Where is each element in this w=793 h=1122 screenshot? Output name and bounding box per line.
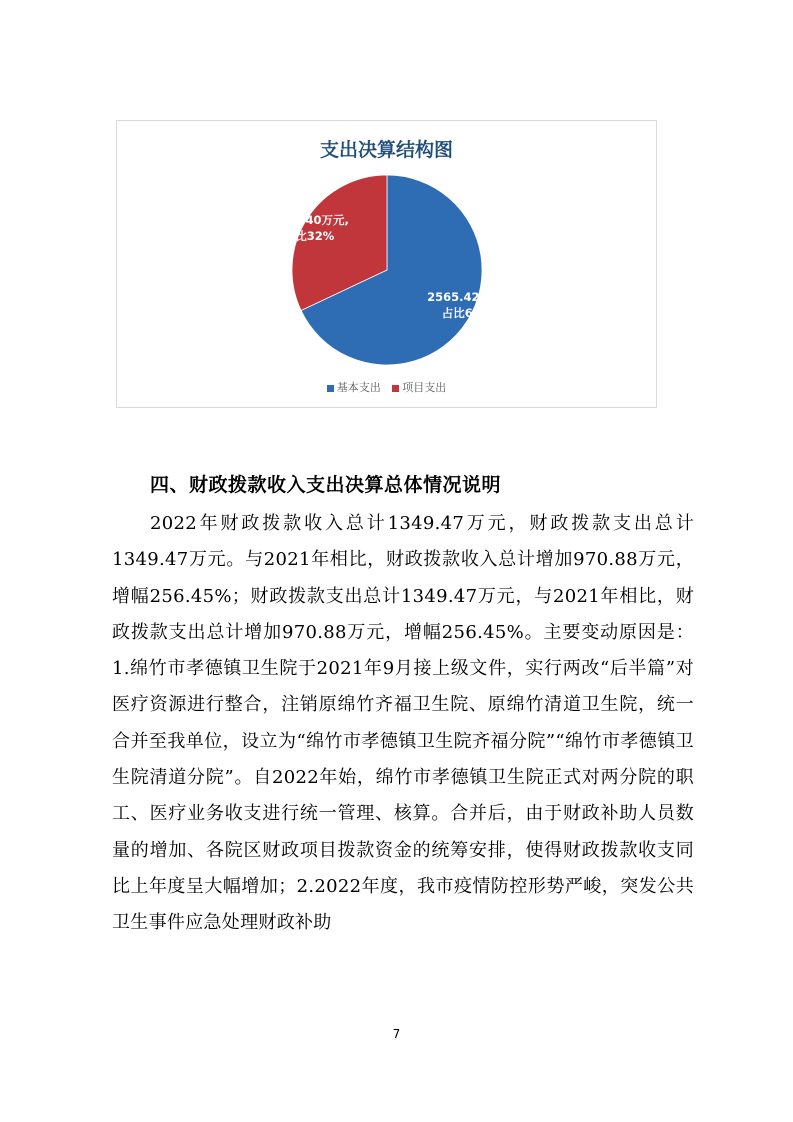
page-number: 7 bbox=[392, 1027, 401, 1041]
legend-swatch-project bbox=[392, 385, 399, 392]
slice-label-basic: 2565.42万元,占比68% bbox=[427, 290, 507, 320]
chart-legend bbox=[117, 379, 656, 395]
legend-item-project bbox=[392, 379, 446, 395]
chart-container bbox=[116, 120, 657, 408]
legend-label-project: 项目支出 bbox=[402, 381, 447, 394]
legend-label-basic: 基本支出 bbox=[336, 381, 381, 394]
legend-swatch-basic bbox=[327, 385, 334, 392]
body-paragraph: 2022年财政拨款收入总计1349.47万元，财政拨款支出总计1349.47万元。与2021年相比，财政拨款收入总计增加970.88万元，增幅256.45%；财政拨款支出总计1349.47万元，与2021年相比，财政拨款支出总计增加970.88万元，增幅256.45%。主要变动原因是：1.绵竹市孝德镇卫生院于2021年9月接上级文件，实行两改“后半篇”对医疗资源进行整合，注销原绵竹齐福卫生院、原绵竹清道卫生院，统一合并至我单位，设立为“绵竹市孝德镇卫生院齐福分院”“绵竹市孝德镇卫生院清道分院”。自2022年始，绵竹市孝德镇卫生院正式对两分院的职工、医疗业务收支进行统一管理、核算。合并后，由于财政补助人员数量的增加、各院区财政项目拨款资金的统筹安排，使得财政拨款收支同比上年度呈大幅增加；2.2022年度，我市疫情防控形势严峻，突发公共卫生事件应急处理财政补助 bbox=[112, 513, 694, 934]
section-heading: 四、财政拨款收入支出决算总体情况说明 bbox=[150, 474, 502, 496]
slice-label-project: 1207.40万元,占比32% bbox=[269, 213, 349, 243]
legend-item-basic bbox=[327, 379, 381, 395]
pie-chart bbox=[117, 121, 656, 407]
chart-title: 支出决算结构图 bbox=[319, 139, 453, 161]
